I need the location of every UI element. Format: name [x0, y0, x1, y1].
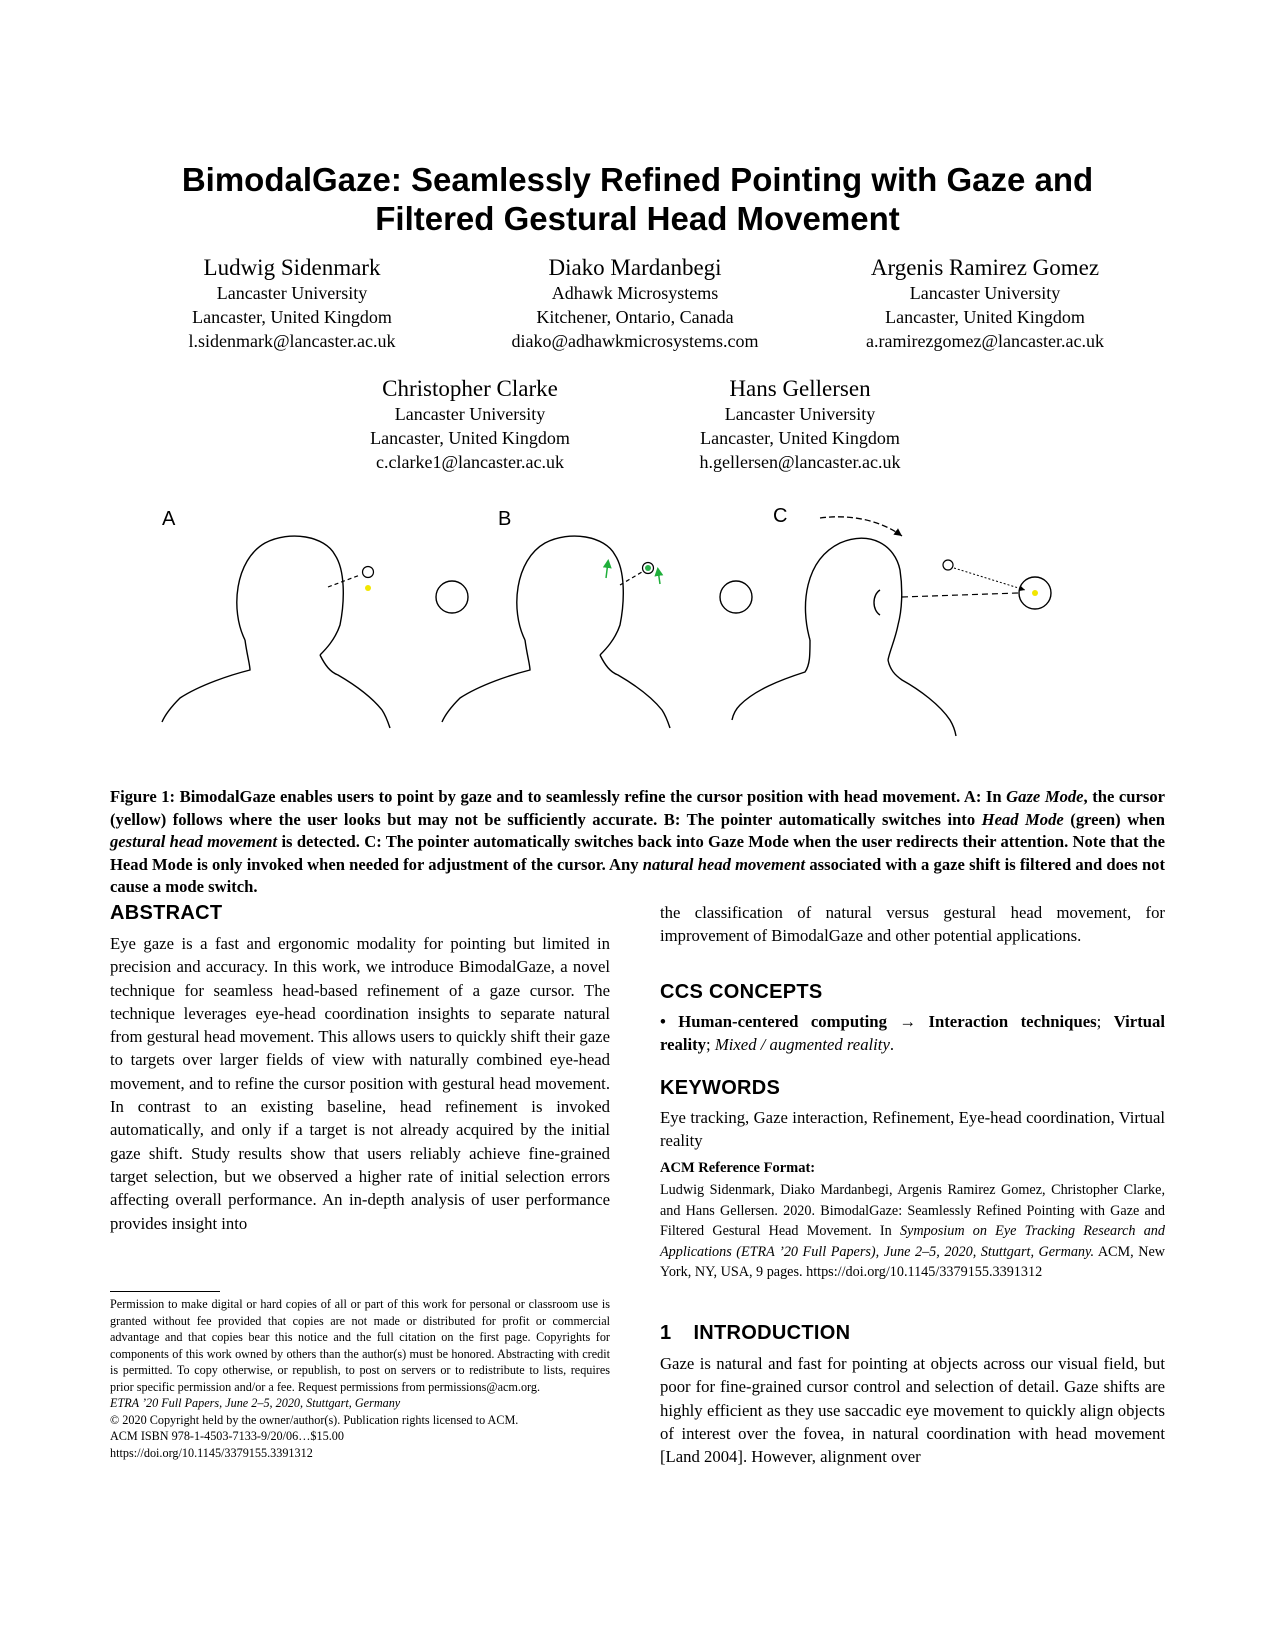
previous-target-circle	[943, 560, 953, 570]
green-arrow-icon	[658, 570, 660, 584]
gaze-cursor-yellow	[365, 585, 371, 591]
large-target-circle	[436, 581, 468, 613]
author-email: diako@adhawkmicrosystems.com	[511, 331, 759, 351]
panel-label-a: A	[162, 508, 176, 530]
caption-italic: gestural head movement	[110, 832, 278, 851]
author-location: Lancaster, United Kingdom	[370, 428, 570, 448]
author-location: Lancaster, United Kingdom	[885, 307, 1085, 327]
paper-title	[100, 160, 1175, 238]
author-name: Ludwig Sidenmark	[203, 255, 381, 280]
author-email: h.gellersen@lancaster.ac.uk	[699, 452, 901, 472]
panel-label-c: C	[773, 505, 788, 527]
author-name: Argenis Ramirez Gomez	[870, 255, 1100, 280]
head-turn-arrow	[820, 517, 902, 536]
keywords-heading: KEYWORDS	[660, 1077, 781, 1099]
author-location: Kitchener, Ontario, Canada	[536, 307, 734, 327]
head-silhouette-a	[162, 536, 390, 728]
cursor-return-arrow	[954, 568, 1025, 590]
author-block	[650, 376, 950, 474]
head-silhouette-b	[442, 536, 670, 728]
author-affiliation: Adhawk Microsystems	[551, 283, 719, 303]
ccs-end: .	[889, 1035, 895, 1055]
paper-title-line1: BimodalGaze: Seamlessly Refined Pointing with Gaze and	[181, 161, 1094, 198]
keywords-body: Eye tracking, Gaze interaction, Refinement, Eye-head coordination, Virtual reality	[660, 1108, 1165, 1151]
large-target-circle	[720, 581, 752, 613]
acm-ref-text: Ludwig Sidenmark, Diako Mardanbegi, Argenis Ramirez Gomez, Christopher Clarke, and Hans Gellersen. 2020. BimodalGaze: Seamlessly Refined Pointing with Gaze and Filtered Gestural Head Movement. In	[660, 1182, 1165, 1239]
author-location: Lancaster, United Kingdom	[700, 428, 900, 448]
author-name: Diako Mardanbegi	[548, 255, 722, 280]
author-affiliation: Lancaster University	[909, 283, 1061, 303]
abstract-body: Eye gaze is a fast and ergonomic modality for pointing but limited in precision and accuracy. In this work, we introduce BimodalGaze, a novel technique for seamless head-based refinement of a gaze cursor. The technique leverages eye-head coordination insights to separate natural from gestural head movement. This allows users to quickly shift their gaze to targets over larger fields of view with naturally combined eye-head movement, and to refine the cursor position with gestural head movement. In contrast to an existing baseline, head refinement is invoked automatically, and only if a target is not already acquired by the initial gaze shift. Study results show that users reliably achieve fine-grained target selection, but we observed a higher rate of initial selection errors affecting overall performance. An in-depth analysis of user performance provides insight into	[110, 934, 610, 1233]
abstract-heading: ABSTRACT	[110, 902, 223, 924]
acm-ref-body	[660, 1180, 1165, 1283]
ccs-bold: Virtual reality	[660, 1012, 1166, 1055]
intro-heading	[660, 1322, 1165, 1345]
gaze-cursor-yellow	[1032, 590, 1038, 596]
panel-label-b: B	[498, 508, 512, 530]
ccs-separator: ;	[706, 1035, 715, 1055]
paper-title-line2: Filtered Gestural Head Movement	[375, 200, 900, 237]
author-affiliation: Lancaster University	[724, 404, 876, 424]
ccs-separator: ;	[1096, 1012, 1114, 1031]
caption-italic: Head Mode	[981, 809, 1064, 829]
figure-caption	[110, 786, 1165, 899]
caption-italic: Gaze Mode	[1006, 787, 1084, 806]
caption-text: (green) when	[1063, 809, 1165, 829]
caption-italic: natural head movement	[642, 854, 806, 874]
caption-text: Figure 1: BimodalGaze enables users to point by gaze and to seamlessly refine the cursor position with head movement. A: In	[110, 787, 1007, 806]
author-affiliation: Lancaster University	[216, 283, 368, 303]
caption-text: is detected. C: The pointer automatically switches back into Gaze Mode when the user redirects their attention. Note that the Head Mode is only invoked when needed for adjustment of the cursor. Any	[110, 832, 1165, 874]
acm-ref-italic: Symposium on Eye Tracking Research and Applications (ETRA ’20 Full Papers), June 2–5, 2020, Stuttgart, Germany.	[660, 1223, 1165, 1260]
acm-ref-text: ACM, New York, NY, USA, 9 pages. https://doi.org/10.1145/3379155.3391312	[660, 1243, 1165, 1280]
copyright-line: © 2020 Copyright held by the owner/author(s). Publication rights licensed to ACM.	[110, 1412, 519, 1427]
intro-body: Gaze is natural and fast for pointing at objects across our visual field, but poor for fine-grained cursor control and selection of detail. Gaze shifts are highly efficient as they use saccadic eye movement to quickly align objects of interest over the fovea, in natural coordination with head movement [Land 2004]. However, alignment over	[660, 1354, 1165, 1467]
footnote-rule	[110, 1291, 220, 1292]
figure-1-illustration	[150, 500, 1110, 770]
gaze-ray-c	[902, 593, 1018, 597]
head-silhouette-c	[732, 538, 956, 736]
section-title: INTRODUCTION	[693, 1322, 851, 1344]
head-cursor-green	[645, 565, 651, 571]
permission-text: Permission to make digital or hard copies of all or part of this work for personal or classroom use is granted without fee provided that copies are not made or distributed for profit or commercial advantage and that copies bear this notice and the full citation on the first page. Copyrights for components of this work owned by others than the author(s) must be honored. Abstracting with credit is permitted. To copy otherwise, or republish, to post on servers or to redistribute to lists, requires prior specific permission and/or a fee. Request permissions from permissions@acm.org.	[110, 1297, 610, 1394]
isbn-line: ACM ISBN 978-1-4503-7133-9/20/06…$15.00	[110, 1429, 344, 1443]
ccs-body	[660, 1010, 1165, 1057]
doi-line: https://doi.org/10.1145/3379155.3391312	[110, 1445, 313, 1460]
author-email: a.ramirezgomez@lancaster.ac.uk	[866, 331, 1104, 351]
author-block	[820, 255, 1150, 353]
acm-ref-heading: ACM Reference Format:	[660, 1160, 816, 1176]
author-name: Christopher Clarke	[382, 376, 558, 401]
author-email: l.sidenmark@lancaster.ac.uk	[188, 331, 396, 351]
caption-text: associated with a gaze shift is filtered and does not cause a mode switch.	[110, 854, 1165, 896]
gaze-ray-a	[328, 575, 360, 587]
section-number: 1	[660, 1322, 672, 1344]
permission-block	[110, 1296, 610, 1461]
ccs-bold: • Human-centered computing → Interaction techniques	[660, 1012, 1097, 1031]
author-block	[460, 255, 810, 353]
gaze-ray-b	[620, 572, 642, 585]
venue-line: ETRA ’20 Full Papers, June 2–5, 2020, Stuttgart, Germany	[110, 1396, 401, 1410]
author-location: Lancaster, United Kingdom	[192, 307, 392, 327]
author-affiliation: Lancaster University	[394, 404, 546, 424]
target-circle-a	[363, 567, 374, 578]
author-block	[142, 255, 442, 353]
author-email: c.clarke1@lancaster.ac.uk	[376, 452, 564, 472]
caption-text: , the cursor (yellow) follows where the user looks but may not be sufficiently accurate. B: The pointer automatically switches into	[110, 787, 1165, 829]
author-name: Hans Gellersen	[729, 376, 871, 401]
author-block	[320, 376, 620, 474]
green-arrow-icon	[606, 562, 608, 578]
ccs-italic: Mixed / augmented reality	[714, 1035, 890, 1055]
abstract-continued: the classification of natural versus gestural head movement, for improvement of BimodalGaze and other potential applications.	[660, 903, 1165, 946]
ccs-heading: CCS CONCEPTS	[660, 981, 823, 1003]
